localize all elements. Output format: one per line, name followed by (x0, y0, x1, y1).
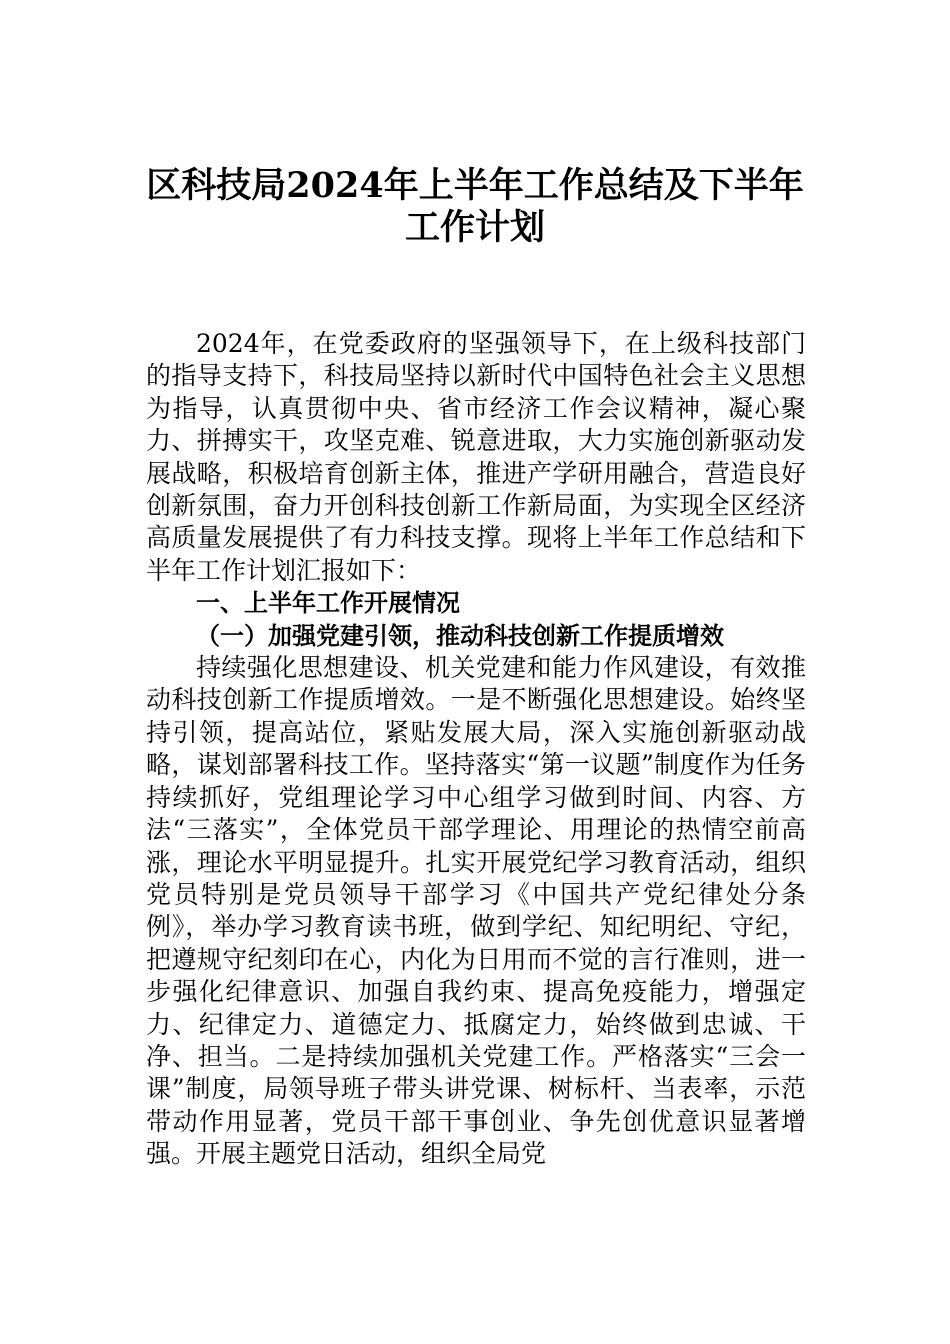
body-paragraph-1: 持续强化思想建设、机关党建和能力作风建设，有效推动科技创新工作提质增效。一是不断强化思想建设。始终坚持引领，提高站位，紧贴发展大局，深入实施创新驱动战略，谋划部署科技工作。坚持落实“第一议题”制度作为任务持续抓好，党组理论学习中心组学习做到时间、内容、方法“三落实”，全体党员干部学理论、用理论的热情空前高涨，理论水平明显提升。扎实开展党纪学习教育活动，组织党员特别是党员领导干部学习《中国共产党纪律处分条例》，举办学习教育读书班，做到学纪、知纪明纪、守纪，把遵规守纪刻印在心，内化为日用而不觉的言行准则，进一步强化纪律意识、加强自我约束、提高免疫能力，增强定力、纪律定力、道德定力、抵腐定力，始终做到忠诚、干净、担当。二是持续加强机关党建工作。严格落实“三会一课”制度，局领导班子带头讲党课、树标杆、当表率，示范带动作用显著，党员干部干事创业、争先创优意识显著增强。开展主题党日活动，组织全局党 (146, 653, 806, 1169)
section-heading-1: 一、上半年工作开展情况 (196, 589, 460, 618)
document-body (146, 328, 806, 1171)
subsection-heading-1: （一）加强党建引领，推动科技创新工作提质增效 (196, 620, 724, 650)
document-title-line-2: 工作计划 (404, 207, 545, 248)
intro-paragraph: 2024年，在党委政府的坚强领导下，在上级科技部门的指导支持下，科技局坚持以新时代中国特色社会主义思想为指导，认真贯彻中央、省市经济工作会议精神，凝心聚力、拼搏实干，攻坚克难、锐意进取，大力实施创新驱动发展战略，积极培育创新主体，推进产学研用融合，营造良好创新氛围，奋力开创科技创新工作新局面，为实现全区经济高质量发展提供了有力科技支撑。现将上半年工作总结和下半年工作计划汇报如下： (146, 329, 806, 585)
document-title-line-1: 区科技局2024年上半年工作总结及下半年 (146, 165, 804, 206)
